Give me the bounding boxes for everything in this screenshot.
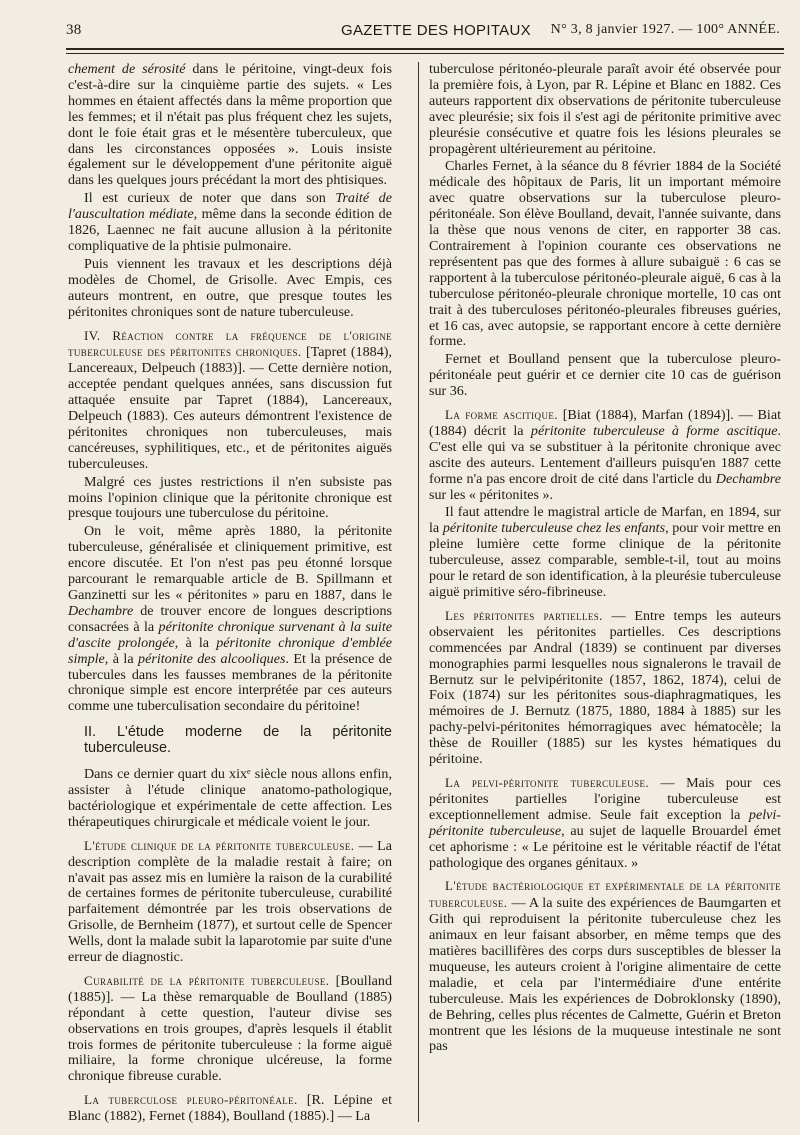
subheading: Curabilité de la péritonite tuberculeuse.	[84, 972, 330, 988]
paragraph: tuberculose péritonéo-pleurale paraît avoir été observée pour la première fois, à Lyon, par R. Lépine et Blanc en 1882. Ces auteurs rapportent dix observations de péritonite tuberculeuse avec pleurésie; six fois il s'est agi de péritonite primitive avec pleurésie consécutive et quatre fois les lésions pleurales se propagèrent ultérieurement au péritoine.	[429, 61, 781, 157]
subheading: La forme ascitique.	[445, 407, 558, 423]
paragraph: Charles Fernet, à la séance du 8 février 1884 de la Société médicale des hôpitaux de Paris, lit un important mémoire avec quatre observations sur la tuberculose pleuro-péritonéale. Son élève Boulland, devait, l'année suivante, dans la thèse que nous venons de citer, en rapporter 38 cas. Contrairement à l'opinion courante ces observations ne représentent pas que des formes à allure subaiguë : 6 cas se rapportent à la tuberculose péritonéo-pleurale aiguë, 6 cas à la tuberculose péritonéo-pleurale chronique mortelle, 10 cas ont trait à des tuberculoses péritonéo-pleurales fibreuses guéries, et 16 cas, avec autopsie, se rapportant encore à cette dernière forme.	[429, 158, 781, 350]
page-number: 38	[66, 22, 82, 38]
paragraph: La tuberculose pleuro-péritonéale. [R. Lépine et Blanc (1882), Fernet (1884), Boulland (1885).] — La	[68, 1092, 392, 1125]
section-heading: II. L'étude moderne de la péritonite tuberculeuse.	[84, 724, 392, 757]
paragraph: Puis viennent les travaux et les descriptions déjà modèles de Chomel, de Grisolle. Avec Empis, ces auteurs montrent, en outre, que presque toutes les péritonites chroniques sont de nature tuberculeuse.	[68, 255, 392, 320]
paragraph: IV. Réaction contre la fréquence de l'origine tuberculeuse des péritonites chroniques. [Tapret (1884), Lancereaux, Delpeuch (1883)]. — Cette dernière notion, acceptée pendant quelques années, sans discussion fut attaquée ensuite par Tapret (1884), Lancereaux, Delpeuch (1883). Ces auteurs démontrent l'existence de péritonites chroniques non tuberculeuses, mais cancéreuses, syphilitiques, etc., et de péritonites aiguës tuberculeuses.	[68, 327, 392, 472]
subheading: L'étude bactériologique et expérimentale de la péritonite tuberculeuse.	[429, 878, 781, 911]
subheading: La tuberculose pleuro-péritonéale.	[84, 1092, 298, 1108]
paragraph: La forme ascitique. [Biat (1884), Marfan (1894)]. — Biat (1884) décrit la péritonite tuberculeuse à forme ascitique. C'est elle qui va se substituer à la péritonite chronique avec ascite des auteurs. Lentement d'ailleurs puisqu'en 1887 cette forme n'a pas encore droit de cité dans l'article du Dechambre sur les « péritonites ».	[429, 407, 781, 503]
subheading: Les péritonites partielles.	[445, 607, 603, 623]
column-divider	[418, 62, 419, 1122]
paragraph: La pelvi-péritonite tuberculeuse. — Mais pour ces péritonites partielles l'origine tuberculeuse est exceptionnellement admise. Seule fait exception la pelvi-péritonite tuberculeuse, au sujet de laquelle Brouardel émet cet aphorisme : « Le péritoine est le véritable réactif de l'état pathologique des organes génitaux. »	[429, 774, 781, 871]
header-rule-thin	[66, 53, 784, 54]
paragraph: Les péritonites partielles. — Entre temps les auteurs observaient les péritonites partielles. Ces descriptions commencées par Andral (1839) se continuent par diverses monographies parmi lesquelles nous signalerons le travail de Bernutz sur le pelvipéritonite (1857, 1862, 1874), celui de Foix (1874) sur les péritonites sous-diaphragmatiques, les mémoires de J. Bernutz (1875, 1880, 1884 à 1885) sur les pachy-pelvi-péritonites hémorragiques avec hématocèle; la thèse de Rouiller (1885) sur les kystes hématiques du péritoine.	[429, 607, 781, 768]
header-rule-thick	[66, 48, 784, 50]
paragraph: On le voit, même après 1880, la péritonite tuberculeuse, généralisée et cliniquement primitive, est encore discutée. Et l'on n'est pas peu étonné lorsque parcourant le remarquable article de B. Spillmann et Ganzinetti sur les « péritonites » paru en 1887, dans le Dechambre de trouver encore de longues descriptions consacrées à la péritonite chronique survenant à la suite d'ascite prolongée, à la péritonite chronique d'emblée simple, à la péritonite des alcooliques. Et la présence de tubercules dans les fausses membranes de la péritonite chronique simple est encore interprétée par ces auteurs comme une tuberculisation secondaire du péritoine!	[68, 523, 392, 715]
issue-info: N° 3, 8 janvier 1927. — 100° ANNÉE.	[550, 22, 780, 37]
journal-title: GAZETTE DES HOPITAUX	[341, 22, 531, 39]
paragraph: L'étude clinique de la péritonite tuberculeuse. — La description complète de la maladie restait à faire; on n'avait pas assez mis en lumière la raison de la curabilité de certaines formes de péritonite tuberculeuse, curabilité parfaitement démontrée par les trois observations de Grisolle, de Bernheim (1877), et surtout celle de Spencer Wells, dont la malade subit la laparotomie par suite d'une erreur de diagnostic.	[68, 837, 392, 966]
page-header	[66, 14, 780, 42]
paragraph: Il faut attendre le magistral article de Marfan, en 1894, sur la péritonite tuberculeuse chez les enfants, pour voir mettre en pleine lumière cette forme clinique de la péritonite tuberculeuse, assez comparable, semble-t-il, tout au moins pour le retard de son identification, à la pleurésie tuberculeuse aiguë primitive séro-fibrineuse.	[429, 504, 781, 600]
paragraph: Malgré ces justes restrictions il n'en subsiste pas moins l'opinion clinique que la péritonite chronique est presque toujours une tuberculose du péritoine.	[68, 473, 392, 522]
subheading: IV. Réaction contre la fréquence de l'origine tuberculeuse des péritonites chroniques.	[68, 327, 392, 360]
subheading: L'étude clinique de la péritonite tuberculeuse.	[84, 837, 355, 853]
paragraph: Il est curieux de noter que dans son Traité de l'auscultation médiate, même dans la seconde édition de 1826, Laennec ne fait aucune allusion à la péritonite compliquative de la phtisie pulmonaire.	[68, 190, 392, 254]
paragraph: Dans ce dernier quart du xixᵉ siècle nous allons enfin, assister à l'étude clinique anatomo-pathologique, bactériologique et expérimentale de cette affection. Les thérapeutiques chirurgicale et médicale voient le jour.	[68, 766, 392, 830]
left-column	[68, 62, 392, 1127]
subheading: La pelvi-péritonite tuberculeuse.	[445, 774, 650, 790]
paragraph: L'étude bactériologique et expérimentale de la péritonite tuberculeuse. — A la suite des expériences de Baumgarten et Gith qui reproduisent la péritonite tuberculeuse chez les animaux en leur faisant absorber, en même temps que des matières bacillifères des corps durs susceptibles de blesser la muqueuse, les auteurs croient à l'origine alimentaire de cette maladie, et cela par l'intermédiaire d'une entérite tuberculeuse. Mais les expériences de Dobroklonsky (1890), de Behring, celles plus récentes de Calmette, Guérin et Breton montrent que les lésions de la muqueuse intestinale ne sont pas	[429, 878, 781, 1055]
paragraph: Fernet et Boulland pensent que la tuberculose pleuro-péritonéale peut guérir et ce dernier cite 10 cas de guérison sur 36.	[429, 351, 781, 400]
paragraph: Curabilité de la péritonite tuberculeuse. [Boulland (1885)]. — La thèse remarquable de Boulland (1885) répondant à cette question, l'auteur divise ses observations en trois groupes, d'après lesquels il établit trois formes de péritonite tuberculeuse : la forme aiguë miliaire, la forme chronique ulcéreuse, la forme chronique fibreuse curable.	[68, 972, 392, 1085]
paragraph: chement de sérosité dans le péritoine, vingt-deux fois c'est-à-dire sur la cinquième partie des sujets. « Les hommes en étaient affectés dans la même proportion que les femmes; et il n'était pas plus fréquent chez les sujets, dont le foie était gras et le mésentère tuberculeux, que dans les circonstances opposées ». Louis insiste également sur le développement d'une péritonite aiguë dans les quelques jours précédant la mort des phtisiques.	[68, 61, 392, 189]
right-column	[429, 62, 781, 1057]
